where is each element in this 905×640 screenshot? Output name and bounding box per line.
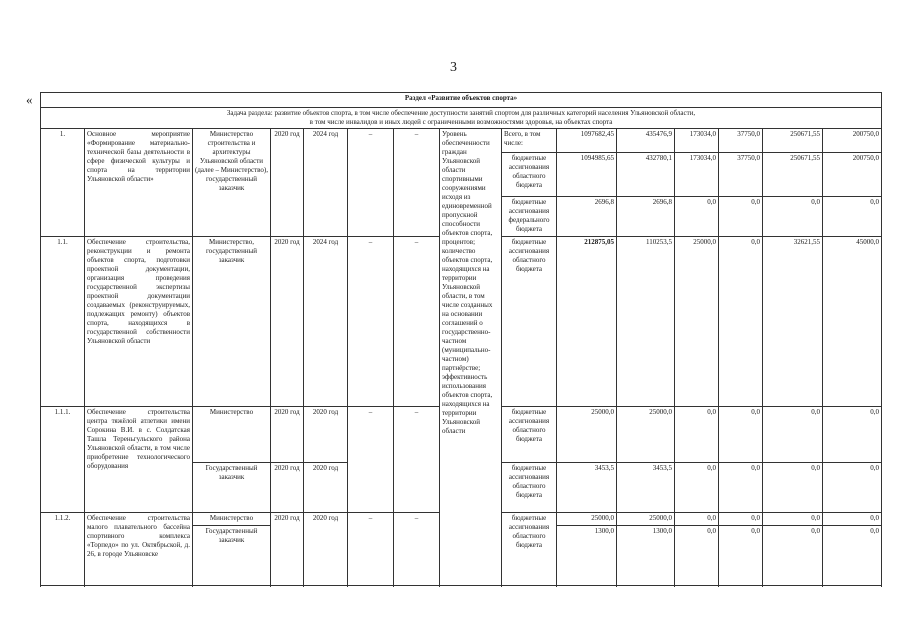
amount-2023: 0,0: [763, 463, 823, 513]
amount-2021: 25000,0: [675, 237, 719, 407]
amount-2022: 0,0: [719, 463, 763, 513]
amount-total: 25000,0: [557, 407, 617, 463]
executor: Министерство строительства и архитектуры Ульяновской области (далее – Министерство), государственный заказчик: [193, 129, 271, 237]
task-line-2: в том числе инвалидов и иных людей с ограниченными возможностями здоровья, на объектах спорта: [309, 118, 613, 126]
amount-2020: 432780,1: [617, 153, 675, 197]
task-description: [41, 108, 882, 129]
amount-2024: 0,0: [823, 197, 882, 237]
funding-source: бюджетные ассигнования федерального бюджета: [502, 197, 557, 237]
row-number: 1.1.: [41, 237, 85, 407]
row-number: 1.: [41, 129, 85, 237]
end-year: 2024 год: [304, 237, 348, 407]
executor: Государственный заказчик: [193, 463, 271, 513]
amount-2022: 0,0: [719, 513, 763, 526]
amount-2023: 0,0: [763, 526, 823, 586]
activity-name: Обеспечение строительства, реконструкции и ремонта объектов спорта, подготовки проектной документации, организация проведения государственной экспертизы проектной документации создаваемых (реконструируемых, подлежащих ремонту) объектов спорта, находящихся в государственной собственности Ульяновской области: [85, 237, 193, 407]
start-year: 2020 год: [271, 407, 304, 463]
dash-cell: –: [348, 129, 394, 237]
amount-2020: 25000,0: [617, 407, 675, 463]
amount-2022: 0,0: [719, 197, 763, 237]
amount-2023: 250671,55: [763, 153, 823, 197]
amount-2020: 1300,0: [617, 526, 675, 586]
executor: Министерство: [193, 513, 271, 526]
funding-source: бюджетные ассигнования областного бюджета: [502, 407, 557, 463]
amount-2021: 173034,0: [675, 153, 719, 197]
funding-source: Всего, в том числе:: [502, 129, 557, 153]
amount-2023: 250671,55: [763, 129, 823, 153]
executor: Государственный заказчик: [193, 526, 271, 586]
dash-cell: –: [394, 129, 440, 237]
amount-2022: 37750,0: [719, 153, 763, 197]
amount-total: 2696,8: [557, 197, 617, 237]
amount-2022: 0,0: [719, 407, 763, 463]
amount-total: 1300,0: [557, 526, 617, 586]
end-year: 2020 год: [304, 407, 348, 463]
row-number: 1.1.1.: [41, 407, 85, 513]
row-number: 1.1.2.: [41, 513, 85, 586]
amount-2024: 200750,0: [823, 153, 882, 197]
amount-2024: 0,0: [823, 526, 882, 586]
activity-name: Обеспечение строительства малого плавательного бассейна спортивного комплекса «Торпедо» по ул. Октябрьской, д. 26, в городе Ульяновске: [85, 513, 193, 586]
activity-name: Обеспечение строительства центра тяжёлой атлетики имени Сорокина В.И. в с. Солдатская Ташла Тереньгульского района Ульяновской области, в том числе приобретение технологического оборудования: [85, 407, 193, 513]
start-year: 2020 год: [271, 129, 304, 237]
amount-2020: 435476,9: [617, 129, 675, 153]
amount-2022: 0,0: [719, 526, 763, 586]
amount-2024: 0,0: [823, 407, 882, 463]
dash-cell: –: [394, 513, 440, 586]
start-year: 2020 год: [271, 237, 304, 407]
dash-cell: –: [348, 237, 394, 407]
amount-total: 25000,0: [557, 513, 617, 526]
start-year: 2020 год: [271, 463, 304, 513]
amount-2020: 3453,5: [617, 463, 675, 513]
amount-2021: 0,0: [675, 513, 719, 526]
amount-2024: 0,0: [823, 463, 882, 513]
amount-2023: 0,0: [763, 407, 823, 463]
amount-total: 1097682,45: [557, 129, 617, 153]
amount-2021: 0,0: [675, 463, 719, 513]
amount-2024: 45000,0: [823, 237, 882, 407]
task-line-1: Задача раздела: развитие объектов спорта, в том числе обеспечение доступности занятий спортом для различных категорий населения Ульяновской области,: [226, 109, 696, 117]
amount-2023: 0,0: [763, 513, 823, 526]
funding-source: бюджетные ассигнования областного бюджета: [502, 513, 557, 586]
amount-2020: 25000,0: [617, 513, 675, 526]
amount-total: 3453,5: [557, 463, 617, 513]
dash-cell: –: [394, 407, 440, 513]
dash-cell: –: [394, 237, 440, 407]
page-number: 3: [450, 60, 457, 75]
amount-2021: 0,0: [675, 197, 719, 237]
amount-total: 212875,05: [557, 237, 617, 407]
dash-cell: –: [348, 407, 394, 513]
section-title: Раздел «Развитие объектов спорта»: [41, 93, 882, 108]
amount-2022: 0,0: [719, 237, 763, 407]
amount-2023: 0,0: [763, 197, 823, 237]
amount-total: 1094985,65: [557, 153, 617, 197]
end-year: 2024 год: [304, 129, 348, 237]
dash-cell: –: [348, 513, 394, 586]
funding-source: бюджетные ассигнования областного бюджета: [502, 237, 557, 407]
amount-2021: 0,0: [675, 526, 719, 586]
funding-source: бюджетные ассигнования областного бюджета: [502, 153, 557, 197]
start-year: 2020 год: [271, 513, 304, 586]
open-quote: «: [26, 92, 33, 107]
executor: Министерство: [193, 407, 271, 463]
activity-name: Основное мероприятие «Формирование материально-технической базы деятельности в сфере физической культуры и спорта на территории Ульяновской области»: [85, 129, 193, 237]
amount-2024: 0,0: [823, 513, 882, 526]
amount-2021: 0,0: [675, 407, 719, 463]
target-indicator: Уровень обеспеченности граждан Ульяновской области спортивными сооружениями исходя из единовременной пропускной способности объектов спорта, процентов; количество объектов спорта, находящихся на территории Ульяновской области, в том числе созданных на основании соглашений о государственно-частном (муниципально-частном) партнёрстве; эффективность использования объектов спорта, находящихся на территории Ульяновской области: [440, 129, 502, 586]
end-year: 2020 год: [304, 513, 348, 586]
amount-2023: 32621,55: [763, 237, 823, 407]
amount-2020: 2696,8: [617, 197, 675, 237]
amount-2020: 110253,5: [617, 237, 675, 407]
program-table: [40, 92, 882, 586]
funding-source: бюджетные ассигнования областного бюджета: [502, 463, 557, 513]
amount-2024: 200750,0: [823, 129, 882, 153]
amount-2021: 173034,0: [675, 129, 719, 153]
end-year: 2020 год: [304, 463, 348, 513]
executor: Министерство, государственный заказчик: [193, 237, 271, 407]
amount-2022: 37750,0: [719, 129, 763, 153]
